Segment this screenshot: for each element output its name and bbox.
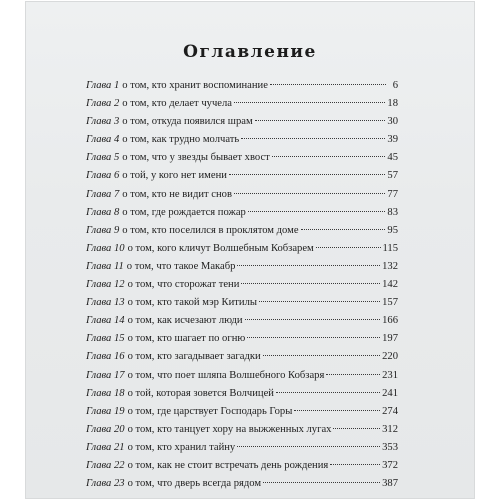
toc-entry bbox=[86, 170, 398, 188]
chapter-label: Глава 20 bbox=[86, 423, 125, 435]
page-number: 132 bbox=[382, 260, 398, 272]
dot-leader bbox=[245, 319, 381, 320]
table-of-contents bbox=[86, 80, 398, 496]
chapter-title: о том, кто танцует хору на выжженных лугах bbox=[127, 423, 332, 435]
page-number: 83 bbox=[387, 206, 398, 218]
toc-entry bbox=[86, 315, 398, 333]
page-number: 312 bbox=[382, 423, 398, 435]
toc-entry bbox=[86, 442, 398, 460]
chapter-title: о той, у кого нет имени bbox=[122, 170, 227, 182]
dot-leader bbox=[333, 428, 380, 429]
page-number: 197 bbox=[382, 333, 398, 345]
chapter-label: Глава 7 bbox=[86, 188, 120, 200]
chapter-label: Глава 18 bbox=[86, 387, 125, 399]
toc-entry bbox=[86, 152, 398, 170]
chapter-label: Глава 22 bbox=[86, 459, 125, 471]
toc-entry bbox=[86, 297, 398, 315]
dot-leader bbox=[272, 156, 386, 157]
chapter-label: Глава 4 bbox=[86, 134, 120, 146]
page-number: 274 bbox=[382, 405, 398, 417]
chapter-title: о том, кто не видит снов bbox=[122, 188, 232, 200]
toc-entry bbox=[86, 189, 398, 207]
dot-leader bbox=[294, 410, 380, 411]
chapter-label: Глава 3 bbox=[86, 116, 120, 128]
chapter-title: о том, где царствует Господарь Горы bbox=[127, 405, 293, 417]
dot-leader bbox=[263, 482, 380, 483]
chapter-title: о том, как не стоит встречать день рождения bbox=[127, 459, 329, 471]
page-number: 157 bbox=[382, 297, 398, 309]
chapter-title: о том, кто поселился в проклятом доме bbox=[122, 224, 299, 236]
page-number: 372 bbox=[382, 459, 398, 471]
chapter-title: о том, кто загадывает загадки bbox=[127, 351, 261, 363]
dot-leader bbox=[276, 392, 380, 393]
chapter-title: о том, что у звезды бывает хвост bbox=[122, 152, 270, 164]
page-number: 231 bbox=[382, 369, 398, 381]
page-number: 241 bbox=[382, 387, 398, 399]
dot-leader bbox=[237, 446, 380, 447]
chapter-label: Глава 10 bbox=[86, 242, 125, 254]
dot-leader bbox=[241, 138, 385, 139]
dot-leader bbox=[234, 102, 385, 103]
chapter-label: Глава 14 bbox=[86, 315, 125, 327]
toc-entry bbox=[86, 351, 398, 369]
dot-leader bbox=[330, 464, 380, 465]
page-number: 39 bbox=[387, 134, 398, 146]
chapter-title: о том, кто хранил тайну bbox=[127, 441, 236, 453]
chapter-title: о том, что такое Макабр bbox=[126, 260, 236, 272]
toc-entry bbox=[86, 80, 398, 98]
toc-entry bbox=[86, 478, 398, 496]
dot-leader bbox=[263, 355, 380, 356]
chapter-label: Глава 8 bbox=[86, 206, 120, 218]
chapter-label: Глава 17 bbox=[86, 369, 125, 381]
dot-leader bbox=[237, 265, 380, 266]
dot-leader bbox=[316, 247, 381, 248]
chapter-label: Глава 13 bbox=[86, 297, 125, 309]
dot-leader bbox=[326, 374, 380, 375]
dot-leader bbox=[229, 174, 385, 175]
page-number: 220 bbox=[382, 351, 398, 363]
chapter-title: о том, кто хранит воспоминание bbox=[122, 80, 268, 91]
toc-entry bbox=[86, 116, 398, 134]
chapter-title: о том, что поет шляпа Волшебного Кобзаря bbox=[127, 369, 325, 381]
toc-entry bbox=[86, 243, 398, 261]
dot-leader bbox=[255, 120, 386, 121]
chapter-title: о том, что сторожат тени bbox=[127, 279, 240, 291]
chapter-title: о том, где рождается пожар bbox=[122, 206, 246, 218]
dot-leader bbox=[270, 84, 386, 85]
toc-entry bbox=[86, 261, 398, 279]
dot-leader bbox=[259, 301, 380, 302]
chapter-label: Глава 23 bbox=[86, 478, 125, 490]
chapter-label: Глава 16 bbox=[86, 351, 125, 363]
toc-entry bbox=[86, 370, 398, 388]
chapter-title: о том, откуда появился шрам bbox=[122, 116, 253, 128]
page-number: 142 bbox=[382, 279, 398, 291]
page-number: 353 bbox=[382, 441, 398, 453]
dot-leader bbox=[247, 337, 380, 338]
page-number: 95 bbox=[387, 224, 398, 236]
chapter-label: Глава 6 bbox=[86, 170, 120, 182]
toc-entry bbox=[86, 225, 398, 243]
chapter-title: о том, кто делает чучела bbox=[122, 98, 232, 110]
page-number: 6 bbox=[392, 80, 398, 91]
toc-entry bbox=[86, 279, 398, 297]
page-number: 115 bbox=[382, 242, 398, 254]
chapter-label: Глава 9 bbox=[86, 224, 120, 236]
toc-entry bbox=[86, 406, 398, 424]
chapter-label: Глава 19 bbox=[86, 405, 125, 417]
chapter-label: Глава 5 bbox=[86, 152, 120, 164]
toc-entry bbox=[86, 333, 398, 351]
dot-leader bbox=[248, 211, 386, 212]
page-number: 30 bbox=[387, 116, 398, 128]
chapter-title: о том, как исчезают люди bbox=[127, 315, 243, 327]
chapter-label: Глава 12 bbox=[86, 279, 125, 291]
chapter-label: Глава 11 bbox=[86, 260, 124, 272]
chapter-label: Глава 21 bbox=[86, 441, 125, 453]
page-number: 166 bbox=[382, 315, 398, 327]
toc-entry bbox=[86, 460, 398, 478]
chapter-title: о том, что дверь всегда рядом bbox=[127, 478, 262, 490]
toc-entry bbox=[86, 134, 398, 152]
chapter-title: о том, кого кличут Волшебным Кобзарем bbox=[127, 242, 314, 254]
book-page bbox=[26, 2, 474, 498]
toc-entry bbox=[86, 207, 398, 225]
chapter-title: о том, кто шагает по огню bbox=[127, 333, 246, 345]
chapter-title: о том, как трудно молчать bbox=[122, 134, 240, 146]
dot-leader bbox=[241, 283, 380, 284]
page-number: 57 bbox=[387, 170, 398, 182]
page-number: 77 bbox=[387, 188, 398, 200]
page-number: 18 bbox=[387, 98, 398, 110]
chapter-label: Глава 15 bbox=[86, 333, 125, 345]
chapter-title: о той, которая зовется Волчицей bbox=[127, 387, 274, 399]
toc-title: Оглавление bbox=[183, 42, 317, 62]
toc-entry bbox=[86, 98, 398, 116]
toc-entry bbox=[86, 424, 398, 442]
page-number: 45 bbox=[387, 152, 398, 164]
chapter-label: Глава 2 bbox=[86, 98, 120, 110]
dot-leader bbox=[234, 193, 385, 194]
dot-leader bbox=[301, 229, 386, 230]
chapter-label: Глава 1 bbox=[86, 80, 120, 91]
toc-entry bbox=[86, 388, 398, 406]
page-number: 387 bbox=[382, 478, 398, 490]
chapter-title: о том, кто такой мэр Китилы bbox=[127, 297, 257, 309]
